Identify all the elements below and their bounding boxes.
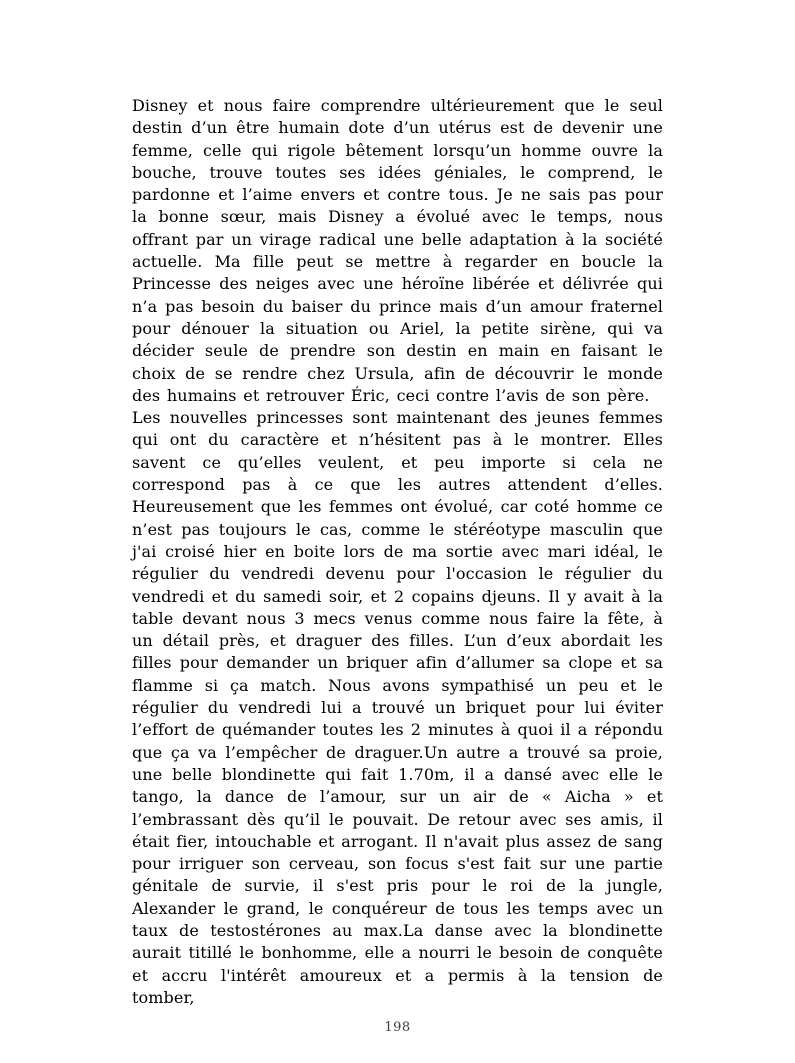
page-number: 198 xyxy=(384,1020,411,1035)
paragraph-nouvelles-princesses: Les nouvelles princesses sont maintenant des jeunes femmes qui ont du caractère et n’hésitent pas à le montrer. Elles savent ce qu’elles veulent, et peu importe si cela ne correspond pas à ce que les autres attendent d’elles. Heureusement que les femmes ont évolué, car coté homme ce n’est pas toujours le cas, comme le stéréotype masculin que j'ai croisé hier en boite lors de ma sortie avec mari idéal, le régulier du vendredi devenu pour l'occasion le régulier du vendredi et du samedi soir, et 2 copains djeuns. Il y avait à la table devant nous 3 mecs venus comme nous faire la fête, à un détail près, et draguer des filles. L’un d’eux abordait les filles pour demander un briquer afin d’allumer sa clope et sa flamme si ça match. Nous avons sympathisé un peu et le régulier du vendredi lui a trouvé un briquet pour lui éviter l’effort de quémander toutes les 2 minutes à quoi il a répondu que ça va l’empêcher de draguer.Un autre a trouvé sa proie, une belle blondinette qui fait 1.70m, il a dansé avec elle le tango, la dance de l’amour, sur un air de « Aicha » et l’embrassant dès qu’il le pouvait. De retour avec ses amis, il était fier, intouchable et arrogant. Il n'avait plus assez de sang pour irriguer son cerveau, son focus s'est fait sur une partie génitale de survie, il s'est pris pour le roi de la jungle, Alexander le grand, le conquéreur de tous les temps avec un taux de testostérones au max.La danse avec la blondinette aurait titillé le bonhomme, elle a nourri le besoin de conquête et accru l'intérêt amoureux et a permis à la tension de tomber, xyxy=(132,408,663,1007)
page-footer xyxy=(0,1016,795,1035)
paragraph-disney-princesses: Disney et nous faire comprendre ultérieurement que le seul destin d’un être humain dote d’un utérus est de devenir une femme, celle qui rigole bêtement lorsqu’un homme ouvre la bouche, trouve toutes ses idées géniales, le comprend, le pardonne et l’aime envers et contre tous. Je ne sais pas pour la bonne sœur, mais Disney a évolué avec le temps, nous offrant par un virage radical une belle adaptation à la société actuelle. Ma fille peut se mettre à regarder en boucle la Princesse des neiges avec une héroïne libérée et délivrée qui n’a pas besoin du baiser du prince mais d’un amour fraternel pour dénouer la situation ou Ariel, la petite sirène, qui va décider seule de prendre son destin en main en faisant le choix de se rendre chez Ursula, afin de découvrir le monde des humains et retrouver Éric, ceci contre l’avis de son père. xyxy=(132,96,663,405)
page-body-text xyxy=(132,95,663,1009)
